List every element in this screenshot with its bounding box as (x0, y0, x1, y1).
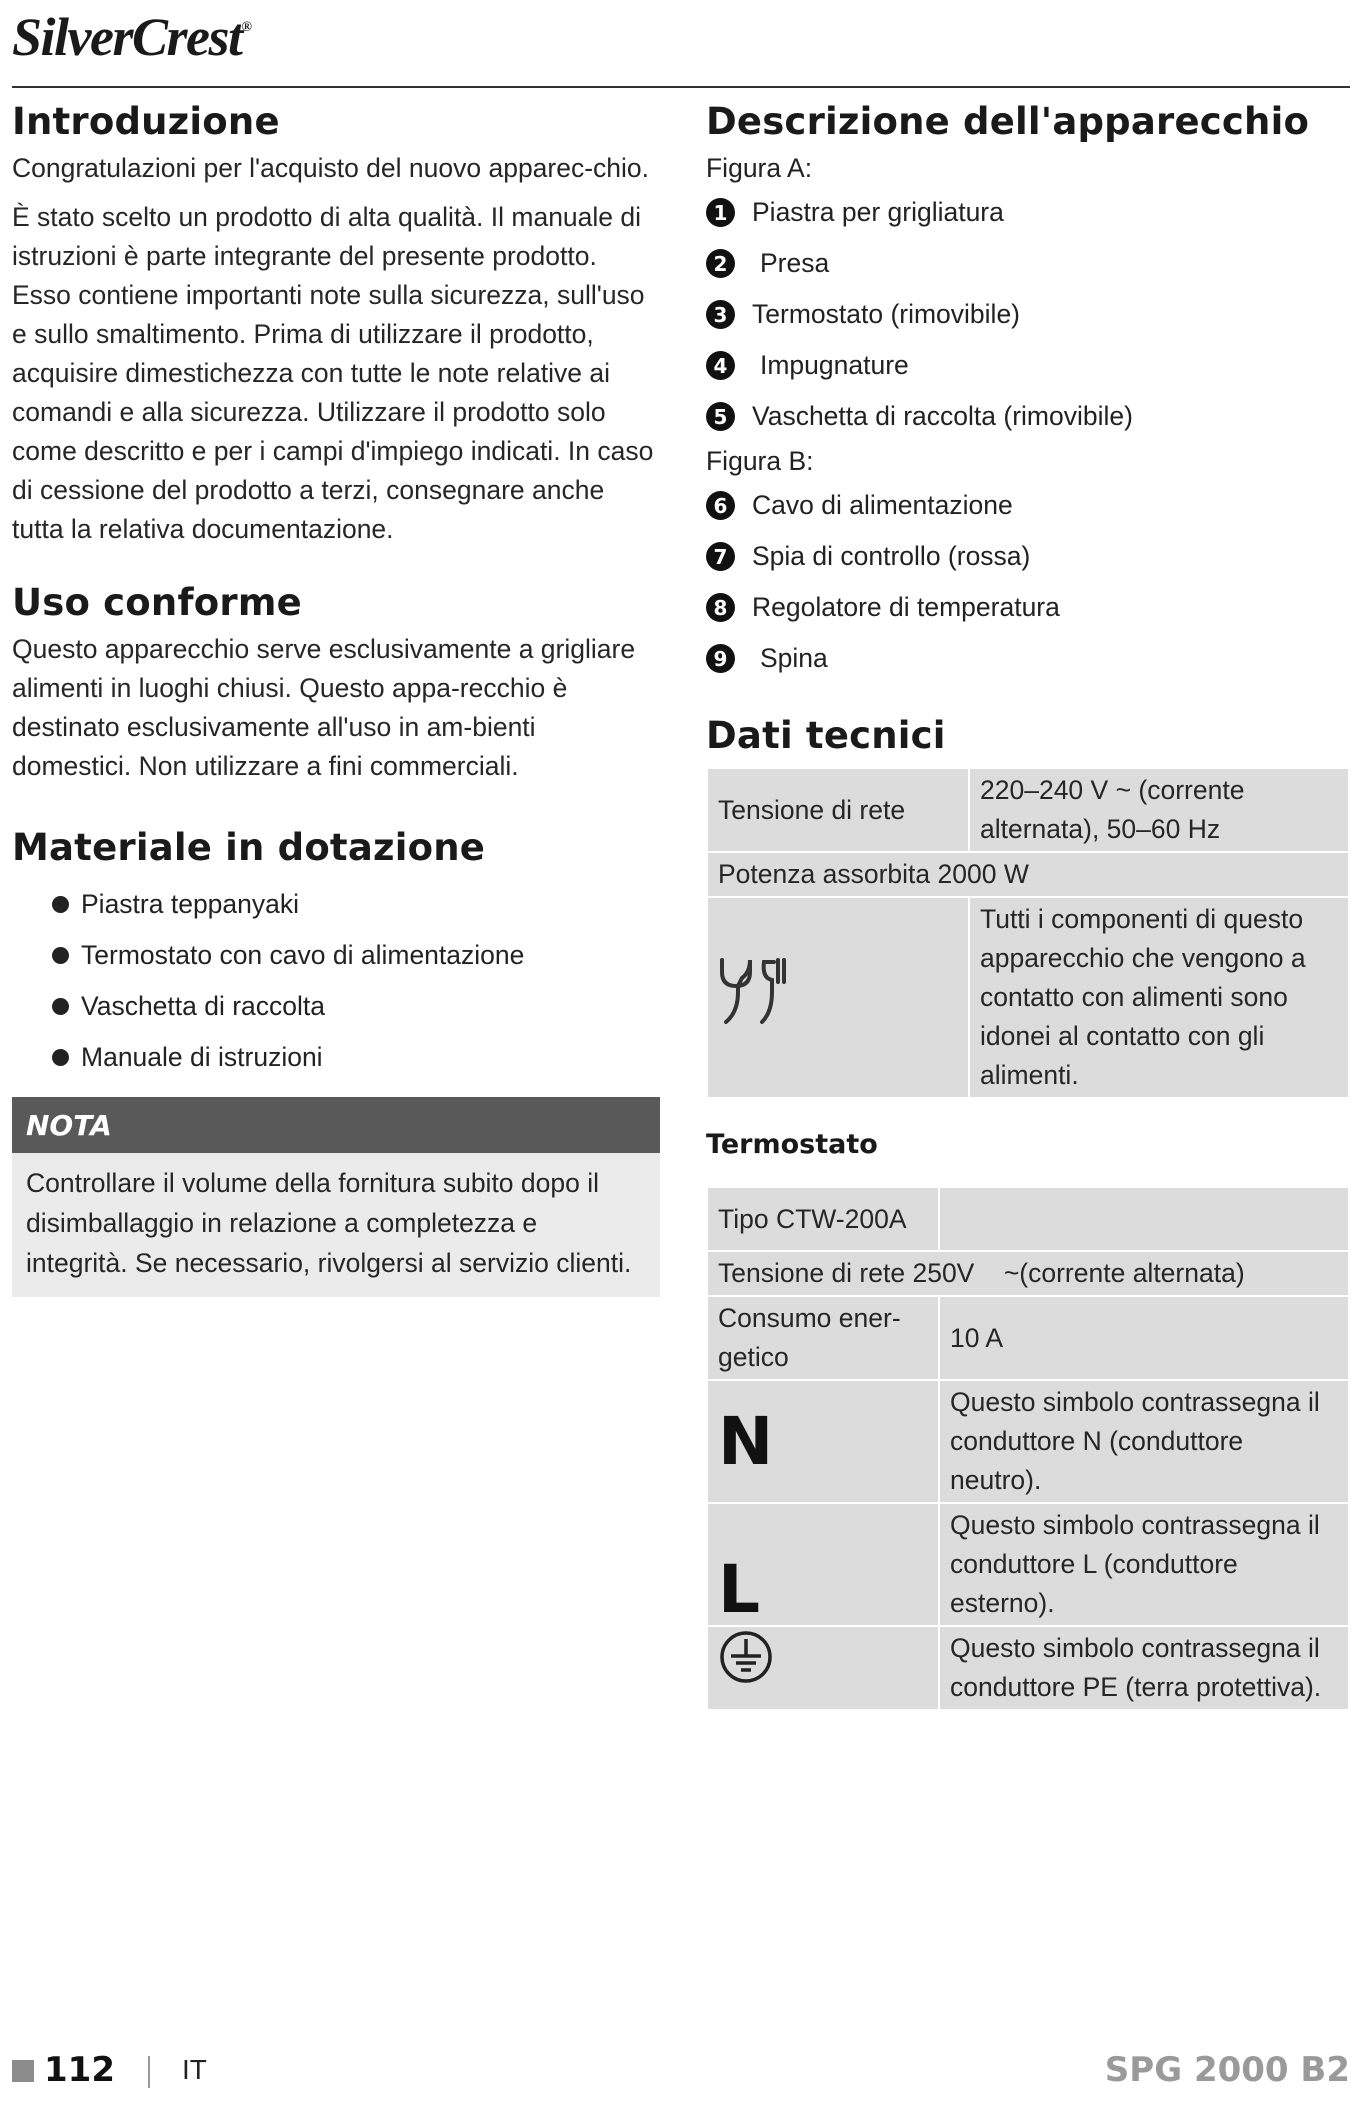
thermo-voltage-label: Tensione di rete (718, 1258, 906, 1288)
type-value: CTW-200A (775, 1203, 907, 1234)
type-label: Tipo (718, 1203, 769, 1234)
supply-list (12, 879, 662, 1083)
line-symbol: L (718, 1551, 761, 1628)
number-6-icon: 6 (706, 491, 735, 520)
food-safe-icon (718, 952, 788, 1032)
description-title: Descrizione dell'apparecchio (706, 100, 1310, 143)
part-label: Spina (760, 643, 828, 673)
right-column (706, 100, 1350, 1711)
bullet-icon (52, 998, 69, 1015)
part-label: Piastra per grigliatura (752, 197, 1004, 227)
table-row (707, 1503, 1349, 1626)
number-5-icon: 5 (706, 402, 735, 431)
number-8-icon: 8 (706, 593, 735, 622)
list-item (706, 480, 1350, 531)
intended-use-title: Uso conforme (12, 581, 302, 624)
n-symbol-cell (707, 1380, 939, 1503)
neutral-symbol: N (718, 1402, 774, 1480)
note-box (12, 1097, 660, 1297)
intro-paragraph-2: È stato scelto un prodotto di alta qualità. Il manuale di istruzioni è parte integrante del presente prodotto. Esso contiene importanti note sulla sicurezza, sull'uso e sullo smaltimento. Prima di utilizzare il prodotto, acquisire dimestichezza con tutte le note relative ai comandi e alla sicurezza. Utilizzare il prodotto solo come descritto e per i campi d'impiego indicati. In caso di cessione del prodotto a terzi, consegnare anche tutta la relativa documentazione. (12, 202, 654, 544)
list-item (52, 981, 662, 1032)
list-item (706, 633, 1350, 684)
thermostat-table (706, 1186, 1350, 1711)
earth-ground-icon (718, 1629, 774, 1685)
table-row (707, 1626, 1349, 1710)
power-cell (707, 852, 1349, 897)
bullet-icon (52, 896, 69, 913)
n-text: Questo simbolo contrassegna il conduttore N (conduttore neutro). (939, 1380, 1349, 1503)
table-row (707, 1380, 1349, 1503)
note-text: Controllare il volume della fornitura subito dopo il disimballaggio in relazione a completezza e integrità. Se necessario, rivolgersi al servizio clienti. (26, 1168, 632, 1278)
footer-divider (148, 2056, 150, 2088)
left-column (12, 100, 662, 1297)
intended-use-text: Questo apparecchio serve esclusivamente a grigliare alimenti in luoghi chiusi. Questo appa-recchio è destinato esclusivamente all'uso in am-bienti domestici. Non utilizzare a fini commerciali. (12, 634, 636, 781)
table-row (707, 1187, 1349, 1251)
table-row (707, 1251, 1349, 1296)
type-cell (707, 1187, 939, 1251)
registered-mark: ® (241, 20, 251, 35)
table-row (707, 1296, 1349, 1380)
pe-text: Questo simbolo contrassegna il conduttore PE (terra protettiva). (939, 1626, 1349, 1710)
list-item (706, 391, 1350, 442)
parts-list-a (706, 187, 1350, 442)
note-heading: NOTA (12, 1097, 660, 1153)
number-4-icon: 4 (706, 351, 735, 380)
intro-paragraph-1: Congratulazioni per l'acquisto del nuovo apparec-chio. (12, 153, 650, 183)
supply-item-label: Manuale di istruzioni (81, 1042, 323, 1072)
voltage-label: Tensione di rete (707, 768, 969, 852)
bullet-icon (52, 1049, 69, 1066)
parts-list-b (706, 480, 1350, 684)
tech-title: Dati tecnici (706, 714, 946, 757)
food-icon-cell (707, 897, 969, 1098)
number-2-icon: 2 (706, 249, 735, 278)
l-symbol-cell (707, 1503, 939, 1626)
list-item (52, 879, 662, 930)
number-1-icon: 1 (706, 198, 735, 227)
supply-item-label: Vaschetta di raccolta (81, 991, 326, 1021)
list-item (706, 187, 1350, 238)
language-code: IT (182, 2054, 207, 2085)
power-label: Potenza assorbita (718, 859, 931, 889)
list-item (706, 238, 1350, 289)
pe-symbol-cell (707, 1626, 939, 1710)
thermo-voltage-cell (707, 1251, 1349, 1296)
page-number: 112 (44, 2050, 115, 2090)
figure-b-label: Figura B: (706, 446, 814, 476)
table-row (707, 897, 1349, 1098)
tech-table (706, 767, 1350, 1099)
consumption-value: 10 A (939, 1296, 1349, 1380)
part-label: Impugnature (760, 350, 909, 380)
model-number: SPG 2000 B2 (1104, 2050, 1350, 2090)
list-item (706, 582, 1350, 633)
list-item (52, 930, 662, 981)
part-label: Vaschetta di raccolta (rimovibile) (752, 401, 1133, 431)
brand-name: SilverCrest (12, 7, 242, 67)
header-rule (12, 86, 1350, 88)
number-7-icon: 7 (706, 542, 735, 571)
voltage-value: 220–240 V ~ (corrente alternata), 50–60 Hz (969, 768, 1349, 852)
power-value: 2000 W (937, 859, 1029, 889)
part-label: Cavo di alimentazione (752, 490, 1013, 520)
figure-a-label: Figura A: (706, 153, 813, 183)
thermostat-title: Termostato (706, 1129, 878, 1160)
part-label: Termostato (rimovibile) (752, 299, 1021, 329)
food-text: Tutti i componenti di questo apparecchio che vengono a contatto con alimenti sono idonei al contatto con gli alimenti. (969, 897, 1349, 1098)
supply-item-label: Piastra teppanyaki (81, 889, 300, 919)
part-label: Regolatore di temperatura (752, 592, 1060, 622)
bullet-icon (52, 947, 69, 964)
thermo-voltage-value: 250V (912, 1258, 975, 1288)
number-3-icon: 3 (706, 300, 735, 329)
part-label: Spia di controllo (rossa) (752, 541, 1031, 571)
l-text: Questo simbolo contrassegna il conduttore L (conduttore esterno). (939, 1503, 1349, 1626)
brand-logo (12, 6, 250, 68)
type-empty-cell (939, 1187, 1349, 1251)
table-row (707, 852, 1349, 897)
part-label: Presa (760, 248, 830, 278)
intro-title: Introduzione (12, 100, 280, 143)
supply-title: Materiale in dotazione (12, 826, 486, 869)
table-row (707, 768, 1349, 852)
number-9-icon: 9 (706, 644, 735, 673)
list-item (52, 1032, 662, 1083)
page-marker-icon (12, 2060, 34, 2082)
page-footer (0, 2050, 1364, 2100)
list-item (706, 340, 1350, 391)
supply-item-label: Termostato con cavo di alimentazione (81, 940, 525, 970)
list-item (706, 531, 1350, 582)
list-item (706, 289, 1350, 340)
consumption-label: Consumo ener-getico (707, 1296, 939, 1380)
thermo-voltage-note: ~(corrente alternata) (1003, 1258, 1245, 1288)
